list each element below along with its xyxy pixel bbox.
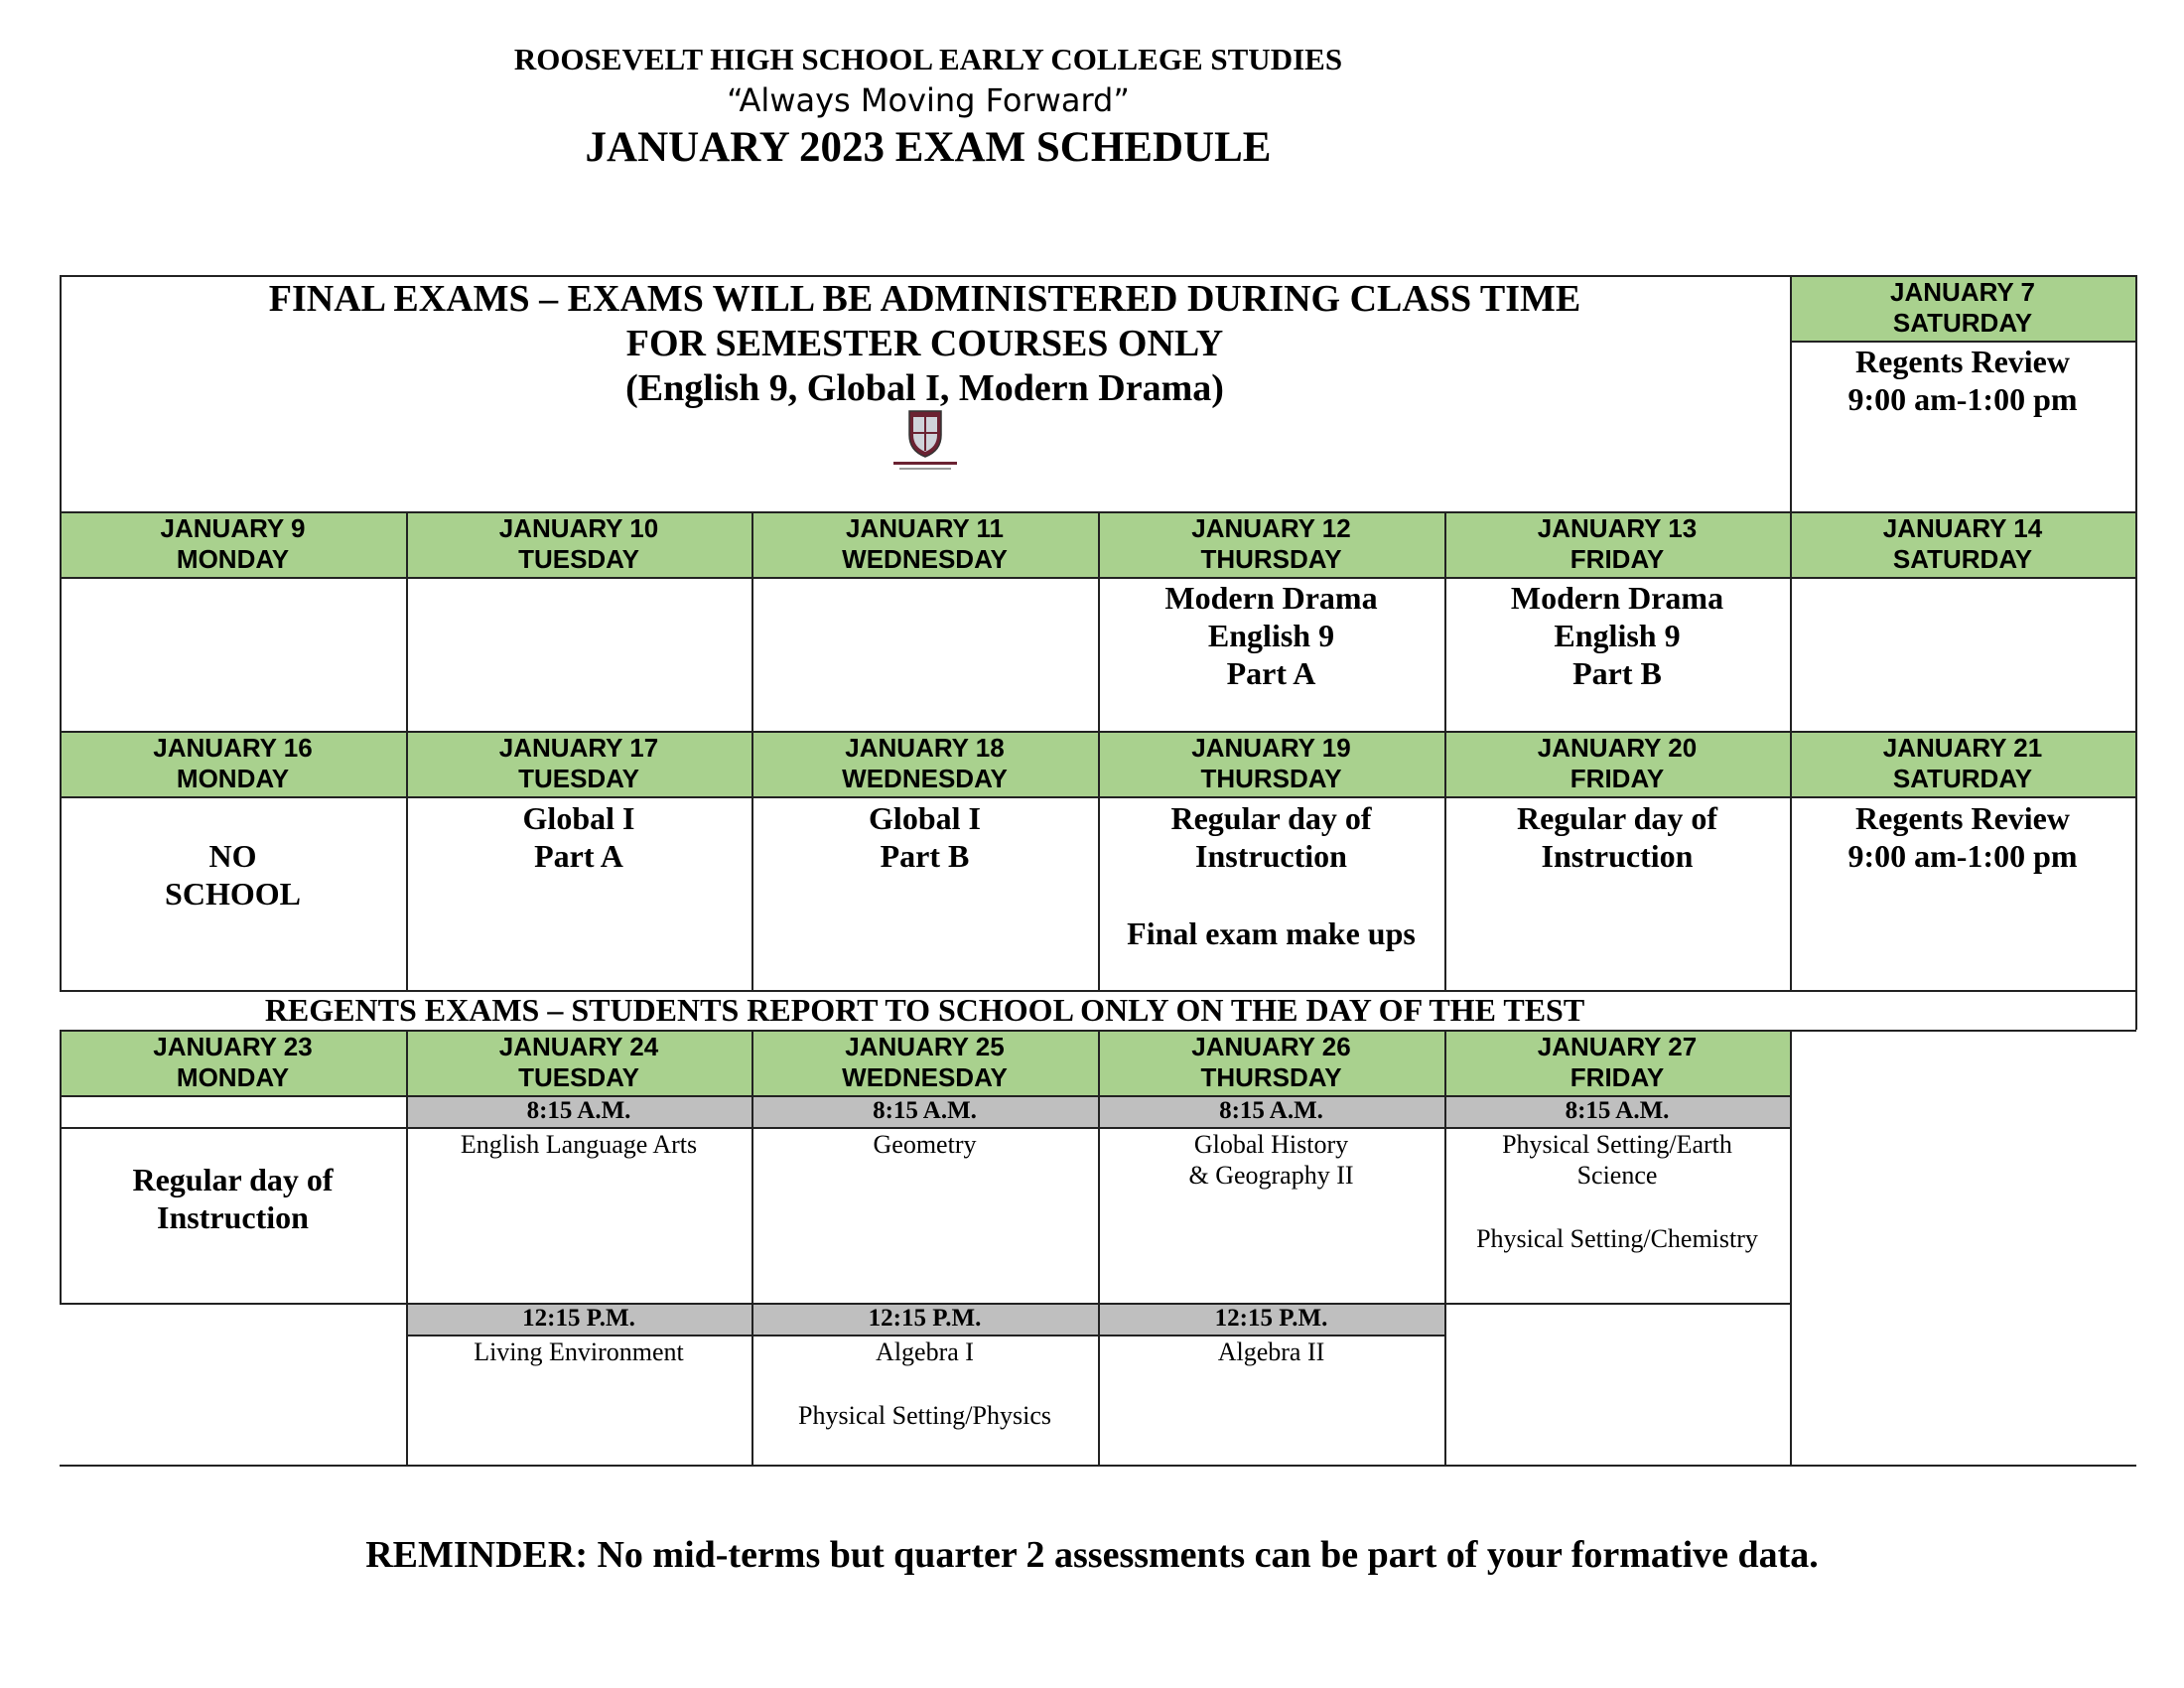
day-weekday: WEDNESDAY — [842, 544, 1008, 574]
day-weekday: MONDAY — [176, 1062, 290, 1092]
day-header-jan10 — [406, 513, 751, 575]
cell-jan13 — [1444, 579, 1790, 692]
cell-line: Modern Drama — [1164, 580, 1378, 616]
pm-exam-jan26 — [1098, 1336, 1444, 1367]
day-header-jan16 — [60, 733, 406, 794]
day-date: JANUARY 14 — [1882, 513, 2043, 543]
day-date: JANUARY 17 — [498, 733, 659, 763]
cell-jan12 — [1098, 579, 1444, 692]
day-date: JANUARY 13 — [1537, 513, 1698, 543]
cell-jan21 — [1790, 799, 2135, 875]
cell-jan16 — [60, 837, 406, 913]
exam-name: Geometry — [873, 1130, 977, 1159]
pm-time-jan25: 12:15 P.M. — [868, 1305, 982, 1332]
cell-line: Instruction — [1195, 838, 1347, 874]
day-header-jan23 — [60, 1032, 406, 1093]
pm-exam-jan25 — [751, 1336, 1098, 1431]
day-header-jan11 — [751, 513, 1098, 575]
finals-title-line3: (English 9, Global I, Modern Drama) — [625, 367, 1224, 409]
reminder-note: REMINDER: No mid-terms but quarter 2 assessments can be part of your formative data. — [365, 1534, 1819, 1576]
exam-name: Physical Setting/Physics — [798, 1401, 1051, 1430]
day-weekday: SATURDAY — [1892, 308, 2033, 338]
day-date: JANUARY 7 — [1890, 277, 2035, 307]
day-header-jan21 — [1790, 733, 2135, 794]
cell-jan7 — [1790, 343, 2135, 418]
day-header-jan14 — [1790, 513, 2135, 575]
day-date: JANUARY 21 — [1882, 733, 2043, 763]
day-date: JANUARY 25 — [845, 1032, 1005, 1061]
exam-name: Science — [1576, 1161, 1658, 1190]
pm-time-jan24: 12:15 P.M. — [522, 1305, 635, 1332]
grid-line — [1098, 1030, 1100, 1465]
day-weekday: THURSDAY — [1200, 544, 1342, 574]
cell-line: Part B — [880, 838, 970, 874]
cell-line: Instruction — [1541, 838, 1694, 874]
cell-line: Regular day of — [1516, 800, 1718, 836]
am-exam-jan27 — [1444, 1129, 1790, 1254]
day-weekday: THURSDAY — [1200, 764, 1342, 793]
day-date: JANUARY 27 — [1537, 1032, 1698, 1061]
day-date: JANUARY 18 — [845, 733, 1005, 763]
day-weekday: SATURDAY — [1892, 764, 2033, 793]
cell-jan20 — [1444, 799, 1790, 875]
am-exam-jan25 — [751, 1129, 1098, 1160]
exam-name: Physical Setting/Earth — [1502, 1130, 1732, 1159]
day-weekday: TUESDAY — [518, 764, 639, 793]
regents-title: REGENTS EXAMS – STUDENTS REPORT TO SCHOOL ONLY ON THE DAY OF THE TEST — [264, 992, 1585, 1028]
exam-name: Algebra II — [1217, 1337, 1325, 1366]
day-weekday: FRIDAY — [1570, 544, 1665, 574]
exam-name: Algebra I — [876, 1337, 974, 1366]
day-weekday: SATURDAY — [1892, 544, 2033, 574]
am-exam-jan26 — [1098, 1129, 1444, 1191]
day-header-jan27 — [1444, 1032, 1790, 1093]
page-title: JANUARY 2023 EXAM SCHEDULE — [585, 124, 1272, 171]
day-date: JANUARY 23 — [153, 1032, 313, 1061]
cell-line: Regular day of — [1170, 800, 1372, 836]
day-date: JANUARY 16 — [153, 733, 313, 763]
am-time-jan26: 8:15 A.M. — [1219, 1097, 1323, 1124]
cell-line: NO — [208, 838, 257, 874]
cell-line: English 9 — [1207, 618, 1335, 653]
school-name: ROOSEVELT HIGH SCHOOL EARLY COLLEGE STUDIES — [513, 42, 1343, 76]
cell-line: SCHOOL — [165, 876, 301, 912]
exam-name: English Language Arts — [460, 1130, 698, 1159]
day-header-jan9 — [60, 513, 406, 575]
am-time-jan24: 8:15 A.M. — [526, 1097, 631, 1124]
day-weekday: FRIDAY — [1570, 764, 1665, 793]
day-weekday: MONDAY — [176, 544, 290, 574]
day-weekday: FRIDAY — [1570, 1062, 1665, 1092]
exam-name: Physical Setting/Chemistry — [1476, 1224, 1758, 1253]
cell-line: Global I — [522, 800, 635, 836]
cell-line: Part A — [534, 838, 623, 874]
day-header-jan18 — [751, 733, 1098, 794]
cell-line: English 9 — [1554, 618, 1681, 653]
day-header-jan13 — [1444, 513, 1790, 575]
grid-line — [1790, 1030, 1792, 1465]
grid-line — [60, 1465, 2136, 1467]
am-time-jan27: 8:15 A.M. — [1565, 1097, 1670, 1124]
day-weekday: WEDNESDAY — [842, 764, 1008, 793]
grid-line — [406, 1030, 408, 1465]
cell-line: Regular day of — [132, 1162, 334, 1197]
day-weekday: TUESDAY — [518, 1062, 639, 1092]
day-date: JANUARY 10 — [498, 513, 659, 543]
pm-exam-jan24 — [406, 1336, 751, 1367]
day-header-jan24 — [406, 1032, 751, 1093]
exam-name: & Geography II — [1188, 1161, 1354, 1190]
cell-jan23 — [60, 1161, 406, 1236]
am-exam-jan24 — [406, 1129, 751, 1160]
cell-jan18 — [751, 799, 1098, 875]
school-motto: “Always Moving Forward” — [727, 81, 1130, 119]
day-date: JANUARY 26 — [1191, 1032, 1351, 1061]
cell-line: Instruction — [157, 1199, 309, 1235]
day-header-jan12 — [1098, 513, 1444, 575]
day-header-jan25 — [751, 1032, 1098, 1093]
school-crest-icon — [886, 407, 965, 473]
day-weekday: MONDAY — [176, 764, 290, 793]
am-time-jan25: 8:15 A.M. — [873, 1097, 977, 1124]
day-date: JANUARY 12 — [1191, 513, 1351, 543]
cell-line: Final exam make ups — [1127, 915, 1416, 951]
cell-line: Part B — [1572, 655, 1662, 691]
day-header-jan19 — [1098, 733, 1444, 794]
day-header-jan7 — [1790, 277, 2135, 339]
day-weekday: WEDNESDAY — [842, 1062, 1008, 1092]
day-header-jan17 — [406, 733, 751, 794]
cell-line: Regents Review — [1855, 800, 2070, 836]
finals-title-line2: FOR SEMESTER COURSES ONLY — [625, 323, 1224, 364]
day-header-jan26 — [1098, 1032, 1444, 1093]
exam-name: Global History — [1193, 1130, 1349, 1159]
day-weekday: TUESDAY — [518, 544, 639, 574]
day-header-jan20 — [1444, 733, 1790, 794]
day-date: JANUARY 11 — [846, 513, 1004, 543]
day-date: JANUARY 20 — [1537, 733, 1698, 763]
cell-line: Regents Review — [1855, 344, 2070, 379]
cell-line: Modern Drama — [1510, 580, 1724, 616]
cell-line: Part A — [1226, 655, 1316, 691]
finals-title-line1: FINAL EXAMS – EXAMS WILL BE ADMINISTERED DURING CLASS TIME — [268, 278, 1581, 320]
cell-line: 9:00 am-1:00 pm — [1847, 381, 2078, 417]
day-date: JANUARY 9 — [160, 513, 306, 543]
cell-jan17 — [406, 799, 751, 875]
exam-name: Living Environment — [474, 1337, 684, 1366]
day-date: JANUARY 19 — [1191, 733, 1351, 763]
cell-line: 9:00 am-1:00 pm — [1847, 838, 2078, 874]
day-weekday: THURSDAY — [1200, 1062, 1342, 1092]
cell-jan19 — [1098, 799, 1444, 952]
grid-line — [2135, 275, 2137, 1030]
finals-title — [60, 277, 1790, 411]
day-date: JANUARY 24 — [498, 1032, 659, 1061]
pm-time-jan26: 12:15 P.M. — [1214, 1305, 1328, 1332]
cell-line: Global I — [869, 800, 981, 836]
